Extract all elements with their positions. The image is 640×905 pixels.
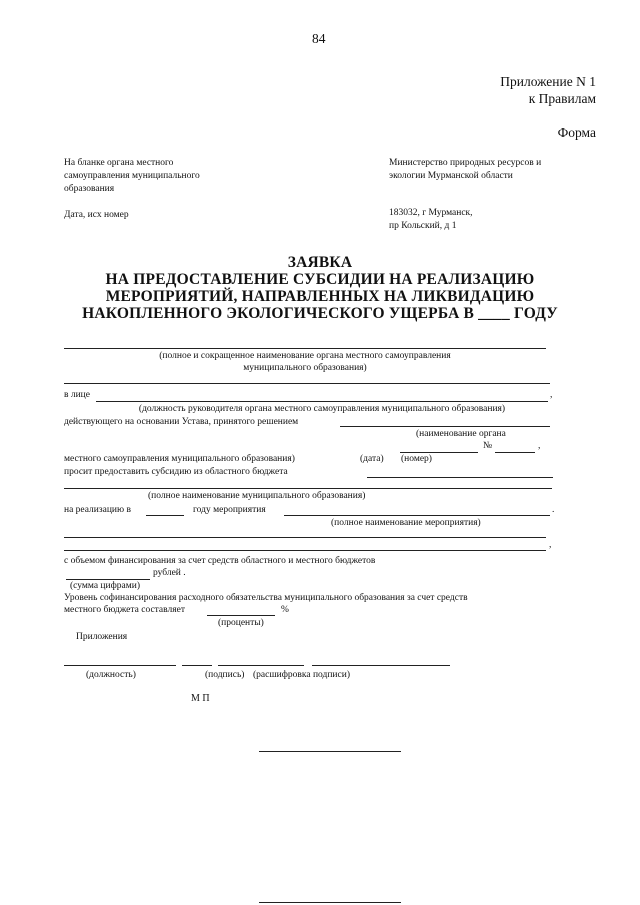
attachments-label: Приложения [76,632,128,642]
comma-1: , [550,390,553,400]
head-position-field[interactable] [96,401,548,402]
appendix-line-1: Приложение N 1 [500,74,596,89]
hint-date: (дата) [360,454,384,464]
municipality-field-2[interactable] [64,488,552,489]
addressee-line-2: экологии Мурманской области [389,171,513,181]
rubles-label: рублей . [153,568,186,578]
acting-basis-label: действующего на основании Устава, принятого решением [64,417,299,427]
hint-event-name: (полное наименование мероприятия) [331,518,481,528]
signature-decode-field[interactable] [312,665,450,666]
addressee-address-2: пр Кольский, д 1 [389,221,457,231]
title-line-2: НА ПРЕДОСТАВЛЕНИЕ СУБСИДИИ НА РЕАЛИЗАЦИЮ [105,271,535,288]
hint-number: (номер) [401,454,432,464]
requests-subsidy-label: просит предоставить субсидию из областного бюджета [64,467,288,477]
for-implementation-label: на реализацию в [64,505,131,515]
form-label: Форма [557,125,596,140]
number-sign: № [483,441,493,451]
period: . [552,505,555,515]
decision-field[interactable] [340,426,550,427]
org-name-field[interactable] [64,348,546,349]
position-signature-field-2[interactable] [182,665,212,666]
hint-local-gov: местного самоуправления муниципального образования) [64,454,295,464]
addressee-address-1: 183032, г Мурманск, [389,208,473,218]
percent-field[interactable] [207,615,275,616]
hint-organ-name: (наименование органа [416,429,506,439]
left-header-line-2: самоуправления муниципального [64,171,200,181]
addressee-line-1: Министерство природных ресурсов и [389,158,542,168]
municipality-field[interactable] [367,477,553,478]
date-outgoing-number: Дата, исх номер [64,210,129,220]
org-name-field-2[interactable] [64,383,550,384]
title-line-1: ЗАЯВКА [287,254,353,271]
cofinancing-label-2: местного бюджета составляет [64,605,185,615]
comma-2: , [538,441,541,451]
seal-label: М П [191,693,210,704]
left-header-line-3: образования [64,184,115,194]
hint-sum-digits: (сумма цифрами) [70,581,140,591]
bottom-separator [259,902,401,903]
hint-mun-name: (полное наименование муниципального образования) [148,491,366,501]
hint-position: (должность) [86,670,136,680]
hint-org-name-1: (полное и сокращенное наименование органа местного самоуправления [159,351,451,361]
comma-3: , [549,540,552,550]
percent-sign: % [281,605,289,615]
decision-date-field[interactable] [400,452,478,453]
cofinancing-label-1: Уровень софинансирования расходного обязательства муниципального образования за счет средств [64,593,468,603]
signature-field[interactable] [218,665,304,666]
hint-org-name-2: муниципального образования) [243,363,367,373]
title-line-4: НАКОПЛЕННОГО ЭКОЛОГИЧЕСКОГО УЩЕРБА В ____ ГОДУ [82,305,558,322]
title-line-3: МЕРОПРИЯТИЙ, НАПРАВЛЕННЫХ НА ЛИКВИДАЦИЮ [105,288,535,305]
event-name-field-3[interactable] [64,550,546,551]
event-name-field-2[interactable] [64,537,546,538]
end-separator [259,751,401,752]
decision-number-field[interactable] [495,452,535,453]
hint-signature: (подпись) [205,670,245,680]
event-name-field[interactable] [284,515,550,516]
funding-volume-label: с объемом финансирования за счет средств областного и местного бюджетов [64,556,376,566]
in-person-label: в лице [64,390,90,400]
sum-field[interactable] [66,579,150,580]
hint-head-position: (должность руководителя органа местного самоуправления муниципального образования) [138,404,506,414]
appendix-line-2: к Правилам [528,91,596,106]
left-header-line-1: На бланке органа местного [64,158,174,168]
year-field[interactable] [146,515,184,516]
position-signature-field[interactable] [64,665,176,666]
page-number: 84 [312,31,326,46]
hint-signature-decode: (расшифровка подписи) [253,670,350,680]
year-events-label: году мероприятия [193,505,266,515]
hint-percent: (проценты) [218,618,264,628]
